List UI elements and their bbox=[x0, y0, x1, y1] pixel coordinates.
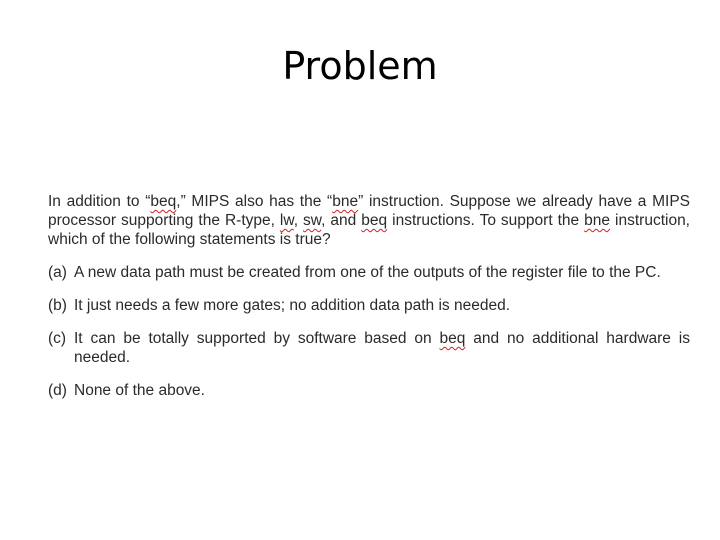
option-text bbox=[74, 381, 690, 400]
option-text-part: A new data path must be created from one of the outputs of the register file to the PC. bbox=[74, 264, 661, 281]
intro-text: instructions. To support the bbox=[387, 212, 585, 229]
answer-option-d bbox=[48, 381, 690, 400]
option-text bbox=[74, 296, 690, 315]
option-text-part: It can be totally supported by software based on bbox=[74, 330, 440, 347]
option-letter: (d) bbox=[48, 382, 67, 399]
code-term-bne: bne bbox=[584, 212, 611, 229]
code-term-sw: sw bbox=[303, 212, 322, 229]
intro-text: In addition to “ bbox=[48, 193, 151, 210]
intro-text: , bbox=[293, 212, 304, 229]
code-term-beq: beq bbox=[361, 212, 388, 229]
option-text bbox=[74, 329, 690, 367]
question-intro bbox=[48, 192, 690, 249]
option-text-part: It just needs a few more gates; no addition data path is needed. bbox=[74, 297, 511, 314]
slide-title: Problem bbox=[282, 44, 438, 88]
intro-text: ” instruction. Suppose we already have a MIPS processor supporting the R-type, bbox=[48, 193, 690, 229]
answer-options bbox=[48, 263, 690, 400]
code-term-beq: beq bbox=[439, 330, 466, 347]
code-term-beq: beq bbox=[150, 193, 177, 210]
answer-option-c bbox=[48, 329, 690, 367]
option-text-part: None of the above. bbox=[74, 382, 205, 399]
answer-option-a bbox=[48, 263, 690, 282]
option-letter: (b) bbox=[48, 297, 67, 314]
intro-text: ,” MIPS also has the “ bbox=[176, 193, 333, 210]
answer-option-b bbox=[48, 296, 690, 315]
question-block bbox=[48, 192, 690, 414]
option-text-part: and no additional hardware is needed. bbox=[74, 330, 690, 366]
intro-text: , and bbox=[321, 212, 362, 229]
option-text bbox=[74, 263, 690, 282]
code-term-lw: lw bbox=[279, 212, 294, 229]
intro-text: instruction, which of the following statements is true? bbox=[48, 212, 690, 248]
code-term-bne: bne bbox=[332, 193, 359, 210]
option-letter: (a) bbox=[48, 264, 67, 281]
option-letter: (c) bbox=[48, 330, 67, 347]
